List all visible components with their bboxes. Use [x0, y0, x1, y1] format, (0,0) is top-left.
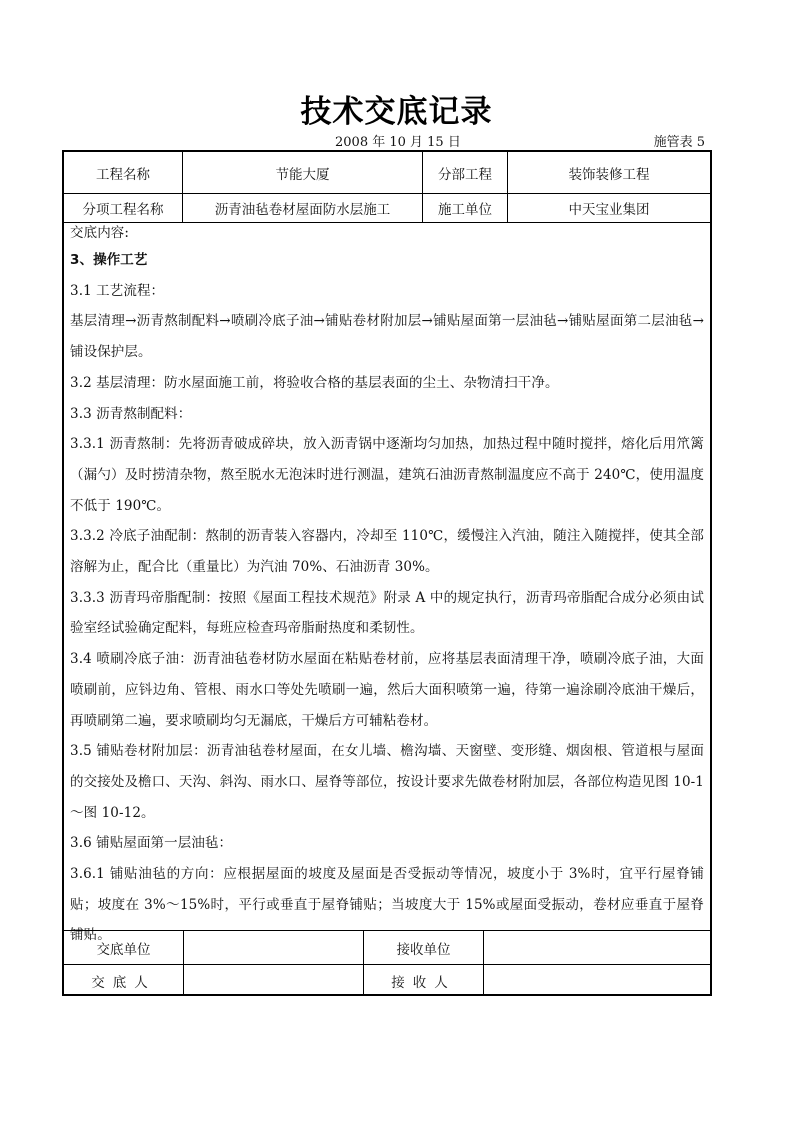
document-date: 2008 年 10 月 15 日 — [335, 135, 461, 150]
paragraph: 3.4 喷刷冷底子油：沥青油毡卷材防水屋面在粘贴卷材前，应将基层表面清理干净，喷刷冷底子油，大面喷刷前，应钭边角、管根、雨水口等处先喷刷一遍，然后大面积喷第一遍，待第一遍涂刷冷底油干燥后，再喷刷第二遍，要求喷刷均匀无漏底，干燥后方可辅粘卷材。 — [70, 651, 704, 729]
project-name-label: 工程名称 — [96, 166, 150, 183]
issuer-field[interactable] — [184, 965, 363, 996]
receiving-unit-label: 接收单位 — [396, 941, 451, 958]
subproject-name-value: 沥青油毡卷材屋面防水层施工 — [214, 202, 391, 218]
paragraph: 3.3 沥青熬制配料： — [70, 405, 192, 422]
issuer-label: 交底人 — [91, 974, 156, 991]
division-value: 装饰装修工程 — [568, 166, 650, 183]
contractor-value: 中天宝业集团 — [568, 202, 650, 218]
form-number: 施管表 5 — [653, 135, 705, 150]
paragraph: 3.1 工艺流程： — [70, 282, 165, 299]
content-label: 交底内容: — [70, 225, 130, 241]
section-heading: 3、操作工艺 — [70, 252, 148, 268]
division-label: 分部工程 — [438, 166, 492, 183]
paragraph: 3.6.1 铺贴油毡的方向：应根据屋面的坡度及屋面是否受振动等情况，坡度小于 3%时，宜平行屋脊铺贴；坡度在 3%～15%时，平行或垂直于屋脊铺贴；当坡度大于 15%或屋面受振动，卷材应垂直于屋脊铺贴。 — [70, 866, 704, 944]
paragraph: 3.2 基层清理：防水屋面施工前，将验收合格的基层表面的尘土、杂物清扫干净。 — [70, 374, 559, 391]
issuing-unit-label: 交底单位 — [96, 941, 151, 958]
receiver-label: 接收人 — [391, 974, 456, 991]
briefing-content — [70, 222, 704, 951]
paragraph: 3.6 铺贴屋面第一层油毡： — [70, 835, 233, 852]
paragraph: 3.3.1 沥青熬制：先将沥青破成碎块，放入沥青锅中逐渐均匀加热，加热过程中随时搅拌，熔化后用笊篱（漏勺）及时捞清杂物，熬至脱水无泡沫时进行测温，建筑石油沥青熬制温度应不高于 240℃，使用温度不低于 190℃。 — [70, 436, 704, 514]
issuing-unit-field[interactable] — [184, 931, 363, 964]
contractor-label: 施工单位 — [438, 202, 492, 218]
paragraph: 基层清理→沥青熬制配料→喷刷冷底子油→铺贴卷材附加层→铺贴屋面第一层油毡→铺贴屋面第二层油毡→铺设保护层。 — [70, 313, 704, 361]
paragraph: 3.5 铺贴卷材附加层：沥青油毡卷材屋面，在女儿墙、檐沟墙、天窗壁、变形缝、烟囱根、管道根与屋面的交接处及檐口、天沟、斜沟、雨水口、屋脊等部位，按设计要求先做卷材附加层，各部位构造见图 10-1～图 10-12。 — [70, 743, 704, 821]
receiving-unit-field[interactable] — [484, 931, 710, 964]
project-name-value: 节能大厦 — [275, 166, 330, 183]
receiver-field[interactable] — [484, 965, 710, 996]
record-sheet — [62, 150, 712, 996]
paragraph: 3.3.2 冷底子油配制：熬制的沥青装入容器内，冷却至 110℃，缓慢注入汽油，随注入随搅拌，使其全部溶解为止，配合比（重量比）为汽油 70%、石油沥青 30%。 — [70, 528, 704, 576]
document-title: 技术交底记录 — [300, 94, 493, 130]
paragraph: 3.3.3 沥青玛帝脂配制：按照《屋面工程技术规范》附录 A 中的规定执行，沥青玛帝脂配合成分必须由试验室经试验确定配料，每班应检查玛帝脂耐热度和柔韧性。 — [70, 589, 704, 637]
subproject-name-label: 分项工程名称 — [82, 202, 164, 218]
